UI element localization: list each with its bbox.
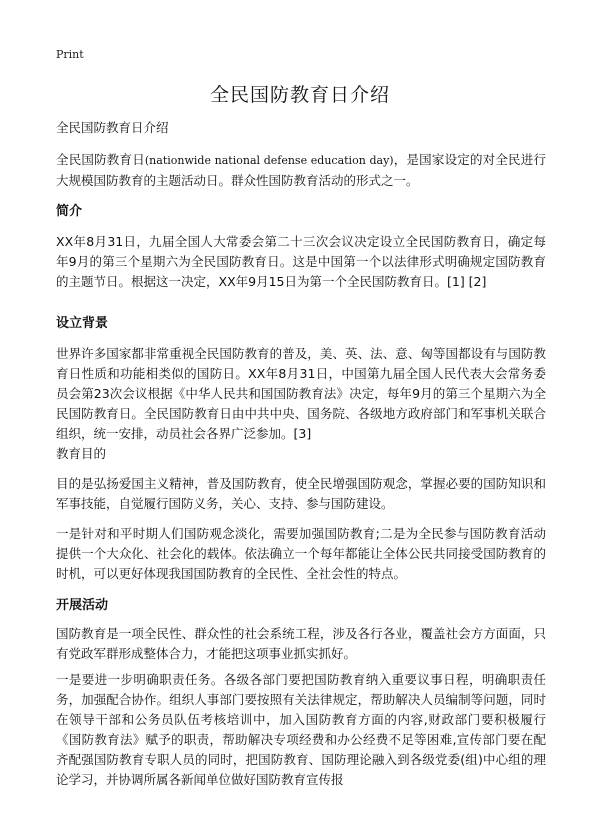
heading-huodong: 开展活动 [56, 598, 109, 613]
paragraph-huodong-2: 一是要进一步明确职责任务。各级各部门要把国防教育纳入重要议事日程，明确职责任务，加强配合协作。组织人事部门要按照有关法律规定，帮助解决人员编制等问题，同时在领导干部和公务员队伍考核培训中，加入国防教育方面的内容,财政部门要积极履行《国防教育法》赋予的职责，帮助解决专项经费和办公经费不足等困难,宣传部门要在配齐配强国防教育专职人员的同时，把国防教育、国防理论融入到各级党委(组)中心组的理论学习，并协调所属各新闻单位做好国防教育宣传报 [56, 672, 546, 787]
intro-paragraph [56, 150, 546, 191]
paragraph-huodong-1: 国防教育是一项全民性、群众性的社会系统工程，涉及各行各业，覆盖社会方方面面，只有党政军群形成整体合力，才能把这项事业抓实抓好。 [56, 626, 546, 661]
heading-mudi: 教育目的 [56, 446, 107, 461]
print-link[interactable]: Print [56, 48, 84, 61]
heading-beijing: 设立背景 [56, 316, 109, 331]
intro-english: (nationwide national defense education day) [144, 154, 394, 167]
intro-text-2: ，是国家设定的对全民进行大规模国防教育的主题活动日。群众性国防教育活动的形式之一。 [56, 152, 546, 188]
page-title: 全民国防教育日介绍 [209, 84, 390, 106]
paragraph-mudi-2: 一是针对和平时期人们国防观念淡化，需要加强国防教育;二是为全民参与国防教育活动提供一个大众化、社会化的载体。依法确立一个每年都能让全体公民共同接受国防教育的时机，可以更好体现我国国防教育的全民性、全社会性的特点。 [56, 526, 546, 581]
heading-jianjie: 简介 [56, 204, 83, 219]
paragraph-mudi-1: 目的是弘扬爱国主义精神，普及国防教育，使全民增强国防观念，掌握必要的国防知识和军事技能，自觉履行国防义务，关心、支持、参与国防建设。 [56, 476, 546, 511]
paragraph-jianjie: XX年8月31日，九届全国人大常委会第二十三次会议决定设立全民国防教育日，确定每年9月的第三个星期六为全民国防教育日。这是中国第一个以法律形式明确规定国防教育的主题节日。根据这一决定，XX年9月15日为第一个全民国防教育日。[1] [2] [56, 234, 546, 289]
paragraph-beijing: 世界许多国家都非常重视全民国防教育的普及，美、英、法、意、匈等国都设有与国防教育日性质和功能相类似的国防日。XX年8月31日，中国第九届全国人民代表大会常务委员会第23次会议根据《中华人民共和国国防教育法》决定，每年9月的第三个星期六为全民国防教育日。全民国防教育日由中共中央、国务院、各级地方政府部门和军事机关联合组织，统一安排，动员社会各界广泛参加。[3] [56, 346, 546, 441]
subtitle: 全民国防教育日介绍 [56, 120, 169, 135]
intro-text-1: 全民国防教育日 [56, 152, 145, 167]
